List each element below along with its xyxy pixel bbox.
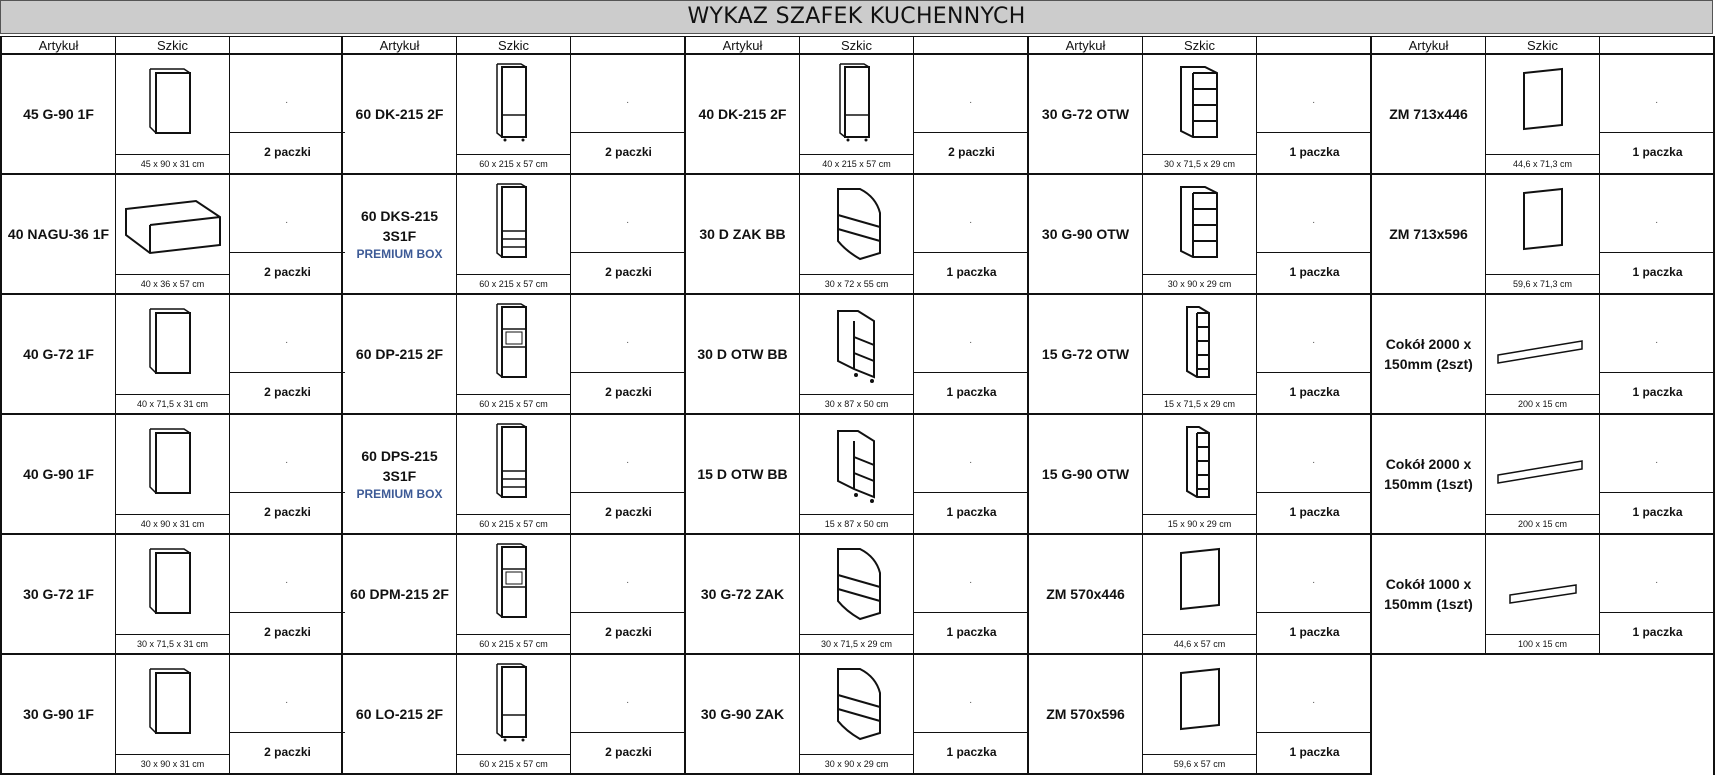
sketch-cell — [800, 415, 914, 533]
dimensions: 15 x 87 x 50 cm — [800, 514, 913, 533]
cabinet-group-3 — [686, 36, 1029, 775]
article-cell — [343, 175, 457, 293]
article-name: 15 G-90 OTW — [1041, 466, 1130, 482]
cabinet-row — [343, 535, 684, 655]
sketch-cell — [1143, 535, 1257, 653]
article-name: 30 G-90 OTW — [1041, 226, 1130, 242]
cabinet-row — [1372, 55, 1713, 175]
dimensions: 30 x 90 x 31 cm — [116, 754, 229, 773]
article-cell — [2, 535, 116, 653]
wall-cabinet-icon — [116, 299, 230, 387]
cabinet-row — [1029, 295, 1370, 415]
panel-icon — [1486, 59, 1600, 147]
article-name: ZM 713x596 — [1389, 226, 1468, 242]
dimensions: 30 x 71,5 x 31 cm — [116, 634, 229, 653]
package-count: 1 paczka — [1600, 492, 1715, 533]
package-cell — [1257, 535, 1372, 653]
package-count: 2 paczki — [230, 612, 345, 653]
package-cell — [230, 175, 345, 293]
sketch-cell — [800, 295, 914, 413]
article-cell — [2, 655, 116, 773]
redacted-mark: · — [969, 697, 973, 708]
package-cell — [1257, 655, 1372, 773]
header-redacted — [914, 37, 1029, 54]
sketch-cell — [1486, 175, 1600, 293]
article-cell — [686, 55, 800, 173]
header-szkic: Szkic — [800, 37, 914, 54]
article-cell — [1029, 655, 1143, 773]
sketch-cell — [1486, 415, 1600, 533]
package-cell — [1600, 55, 1715, 173]
sketch-cell — [457, 55, 571, 173]
corner-shelf-icon — [800, 659, 914, 747]
package-cell — [571, 55, 686, 173]
sketch-cell — [457, 295, 571, 413]
package-cell — [914, 535, 1029, 653]
header-redacted — [230, 37, 345, 54]
dimensions: 40 x 71,5 x 31 cm — [116, 394, 229, 413]
header-szkic: Szkic — [116, 37, 230, 54]
article-cell — [1372, 55, 1486, 173]
article-name: 30 G-90 ZAK — [700, 706, 785, 722]
column-headers — [686, 36, 1027, 55]
package-count: 1 paczka — [914, 732, 1029, 773]
package-count: 1 paczka — [1600, 612, 1715, 653]
article-cell — [1029, 535, 1143, 653]
dimensions: 59,6 x 71,3 cm — [1486, 274, 1599, 293]
wall-cabinet-icon — [116, 59, 230, 147]
redacted-mark: · — [969, 217, 973, 228]
article-cell — [2, 55, 116, 173]
cabinet-row — [343, 295, 684, 415]
redacted-mark: · — [626, 97, 630, 108]
article-name: 60 DK-215 2F — [355, 106, 444, 122]
article-cell — [686, 655, 800, 773]
package-cell — [1600, 175, 1715, 293]
dimensions: 60 x 215 x 57 cm — [457, 754, 570, 773]
cabinet-row — [1029, 415, 1370, 535]
article-name: 60 DPS-215 3S1F — [361, 448, 438, 484]
dimensions: 60 x 215 x 57 cm — [457, 274, 570, 293]
package-count: 1 paczka — [1600, 252, 1715, 293]
package-count: 1 paczka — [1257, 132, 1372, 173]
cabinet-row — [686, 55, 1027, 175]
sketch-cell — [800, 655, 914, 773]
package-count: 2 paczki — [571, 252, 686, 293]
redacted-mark: · — [1312, 697, 1316, 708]
package-count: 1 paczka — [914, 252, 1029, 293]
package-count: 1 paczka — [914, 612, 1029, 653]
redacted-mark: · — [626, 217, 630, 228]
cabinet-row — [686, 415, 1027, 535]
dimensions: 30 x 72 x 55 cm — [800, 274, 913, 293]
package-count: 1 paczka — [1257, 612, 1372, 653]
article-cell — [1029, 415, 1143, 533]
dimensions: 100 x 15 cm — [1486, 634, 1599, 653]
article-cell — [343, 655, 457, 773]
dimensions: 59,6 x 57 cm — [1143, 754, 1256, 773]
tall-cabinet-drawers-icon — [457, 179, 571, 267]
redacted-mark: · — [1655, 97, 1659, 108]
cabinet-row — [1372, 175, 1713, 295]
cabinet-row — [343, 55, 684, 175]
cabinet-row — [1029, 655, 1370, 775]
article-name: 60 DKS-215 3S1F — [360, 208, 439, 244]
cabinet-row — [686, 175, 1027, 295]
package-count: 2 paczki — [571, 732, 686, 773]
sketch-cell — [1486, 295, 1600, 413]
cabinet-group-4 — [1029, 36, 1372, 775]
article-cell — [1372, 175, 1486, 293]
sketch-cell — [1143, 55, 1257, 173]
dimensions: 200 x 15 cm — [1486, 394, 1599, 413]
package-cell — [230, 535, 345, 653]
open-base-shelf-icon — [800, 419, 914, 507]
sketch-cell — [116, 415, 230, 533]
plinth-board-icon — [1486, 299, 1600, 387]
header-artykul: Artykuł — [1029, 37, 1143, 54]
dimensions: 60 x 215 x 57 cm — [457, 154, 570, 173]
sketch-cell — [800, 175, 914, 293]
article-name: Cokół 2000 x 150mm (2szt) — [1384, 336, 1473, 372]
cabinet-row — [2, 175, 341, 295]
cabinet-row — [2, 295, 341, 415]
sketch-cell — [116, 535, 230, 653]
redacted-mark: · — [285, 337, 289, 348]
article-name: 30 D ZAK BB — [699, 226, 786, 242]
dimensions: 30 x 71,5 x 29 cm — [1143, 154, 1256, 173]
cabinet-group-1 — [0, 36, 343, 775]
article-name: ZM 570x446 — [1046, 586, 1125, 602]
redacted-mark: · — [969, 97, 973, 108]
cabinet-group-5 — [1372, 36, 1715, 775]
cabinet-row — [343, 655, 684, 775]
dimensions: 30 x 71,5 x 29 cm — [800, 634, 913, 653]
tall-cabinet-icon — [457, 59, 571, 147]
cabinet-row — [343, 415, 684, 535]
dimensions: 200 x 15 cm — [1486, 514, 1599, 533]
open-shelf-icon — [1143, 179, 1257, 267]
tall-cabinet-oven-icon — [457, 299, 571, 387]
narrow-shelf-icon — [1143, 419, 1257, 507]
package-count: 1 paczka — [1257, 252, 1372, 293]
plinth-board-icon — [1486, 419, 1600, 507]
page-title: WYKAZ SZAFEK KUCHENNYCH — [0, 0, 1713, 34]
article-name: 15 D OTW BB — [697, 466, 788, 482]
redacted-mark: · — [285, 97, 289, 108]
article-cell — [1029, 175, 1143, 293]
article-name: 40 DK-215 2F — [698, 106, 787, 122]
sketch-cell — [1486, 55, 1600, 173]
package-count: 1 paczka — [1257, 732, 1372, 773]
package-cell — [571, 415, 686, 533]
package-count: 2 paczki — [571, 372, 686, 413]
sketch-cell — [800, 55, 914, 173]
package-cell — [914, 175, 1029, 293]
article-cell — [343, 415, 457, 533]
wall-cabinet-icon — [116, 659, 230, 747]
package-count: 2 paczki — [230, 492, 345, 533]
cabinet-row — [343, 175, 684, 295]
redacted-mark: · — [1312, 217, 1316, 228]
article-name: 30 G-72 ZAK — [700, 586, 785, 602]
sketch-cell — [116, 655, 230, 773]
redacted-mark: · — [969, 457, 973, 468]
article-name: 40 G-90 1F — [23, 466, 94, 482]
sketch-cell — [457, 415, 571, 533]
panel-icon — [1143, 659, 1257, 747]
header-szkic: Szkic — [1486, 37, 1600, 54]
header-artykul: Artykuł — [686, 37, 800, 54]
header-artykul: Artykuł — [343, 37, 457, 54]
package-count: 2 paczki — [230, 372, 345, 413]
dimensions: 45 x 90 x 31 cm — [116, 154, 229, 173]
dimensions: 44,6 x 57 cm — [1143, 634, 1256, 653]
redacted-mark: · — [285, 577, 289, 588]
article-name: 60 DP-215 2F — [355, 346, 444, 362]
header-artykul: Artykuł — [1372, 37, 1486, 54]
sketch-cell — [800, 535, 914, 653]
dimensions: 30 x 87 x 50 cm — [800, 394, 913, 413]
redacted-mark: · — [1655, 457, 1659, 468]
article-name: 30 G-72 1F — [23, 586, 94, 602]
sketch-cell — [457, 655, 571, 773]
cabinet-row — [2, 55, 341, 175]
cabinet-row — [686, 295, 1027, 415]
article-cell — [1372, 415, 1486, 533]
package-cell — [571, 655, 686, 773]
package-count: 2 paczki — [230, 732, 345, 773]
package-cell — [914, 295, 1029, 413]
package-cell — [914, 55, 1029, 173]
redacted-mark: · — [285, 217, 289, 228]
article-name: 60 DPM-215 2F — [350, 586, 449, 602]
redacted-mark: · — [626, 337, 630, 348]
article-name: 15 G-72 OTW — [1041, 346, 1130, 362]
dimensions: 60 x 215 x 57 cm — [457, 394, 570, 413]
article-name: 30 G-90 1F — [23, 706, 94, 722]
article-cell — [2, 175, 116, 293]
package-cell — [571, 535, 686, 653]
empty-cell — [1600, 655, 1715, 775]
package-cell — [1600, 295, 1715, 413]
article-cell — [343, 535, 457, 653]
column-headers — [1029, 36, 1370, 55]
package-cell — [1257, 175, 1372, 293]
tall-cabinet-drawers-icon — [457, 419, 571, 507]
dimensions: 40 x 90 x 31 cm — [116, 514, 229, 533]
package-count: 2 paczki — [571, 132, 686, 173]
redacted-mark: · — [626, 457, 630, 468]
column-headers — [343, 36, 684, 55]
narrow-shelf-icon — [1143, 299, 1257, 387]
package-cell — [230, 655, 345, 773]
sketch-cell — [1486, 535, 1600, 653]
header-redacted — [571, 37, 686, 54]
package-cell — [571, 175, 686, 293]
package-cell — [1257, 415, 1372, 533]
redacted-mark: · — [969, 577, 973, 588]
article-name: 60 LO-215 2F — [355, 706, 444, 722]
header-redacted — [1257, 37, 1372, 54]
article-cell — [343, 55, 457, 173]
sketch-cell — [1143, 655, 1257, 773]
header-szkic: Szkic — [1143, 37, 1257, 54]
package-count: 1 paczka — [1257, 492, 1372, 533]
article-cell — [1372, 535, 1486, 653]
package-count: 2 paczki — [914, 132, 1029, 173]
article-badge: PREMIUM BOX — [356, 247, 443, 261]
package-count: 1 paczka — [914, 492, 1029, 533]
redacted-mark: · — [285, 457, 289, 468]
wall-cabinet-icon — [116, 419, 230, 507]
redacted-mark: · — [1312, 97, 1316, 108]
article-name: ZM 570x596 — [1046, 706, 1125, 722]
panel-icon — [1486, 179, 1600, 267]
sketch-cell — [1143, 175, 1257, 293]
article-cell — [686, 175, 800, 293]
header-szkic: Szkic — [457, 37, 571, 54]
sketch-cell — [116, 175, 230, 293]
dimensions: 40 x 36 x 57 cm — [116, 274, 229, 293]
redacted-mark: · — [285, 697, 289, 708]
panel-icon — [1143, 539, 1257, 627]
article-cell — [2, 415, 116, 533]
cabinet-group-2 — [343, 36, 686, 775]
empty-cell — [1486, 655, 1600, 775]
wall-cabinet-icon — [116, 539, 230, 627]
dimensions: 15 x 90 x 29 cm — [1143, 514, 1256, 533]
dimensions: 40 x 215 x 57 cm — [800, 154, 913, 173]
article-cell — [2, 295, 116, 413]
article-name: 40 G-72 1F — [23, 346, 94, 362]
package-cell — [1257, 295, 1372, 413]
article-cell — [686, 415, 800, 533]
flat-wall-cabinet-icon — [116, 179, 230, 267]
cabinet-grid — [0, 36, 1715, 775]
tall-cabinet-icon — [457, 659, 571, 747]
redacted-mark: · — [626, 577, 630, 588]
article-cell — [343, 295, 457, 413]
column-headers — [1372, 36, 1713, 55]
package-count: 1 paczka — [1600, 372, 1715, 413]
cabinet-row — [1029, 535, 1370, 655]
cabinet-row — [2, 535, 341, 655]
package-cell — [1600, 535, 1715, 653]
article-badge: PREMIUM BOX — [356, 487, 443, 501]
article-cell — [1372, 295, 1486, 413]
sketch-cell — [457, 175, 571, 293]
redacted-mark: · — [1655, 577, 1659, 588]
package-cell — [230, 415, 345, 533]
article-name: 45 G-90 1F — [23, 106, 94, 122]
tall-cabinet-icon — [800, 59, 914, 147]
sketch-cell — [116, 295, 230, 413]
sketch-cell — [116, 55, 230, 173]
article-cell — [686, 295, 800, 413]
open-shelf-icon — [1143, 59, 1257, 147]
empty-cell — [1372, 655, 1486, 775]
column-headers — [2, 36, 341, 55]
cabinet-row — [686, 535, 1027, 655]
package-count: 2 paczki — [571, 492, 686, 533]
dimensions: 44,6 x 71,3 cm — [1486, 154, 1599, 173]
package-count: 2 paczki — [230, 252, 345, 293]
article-name: 30 D OTW BB — [697, 346, 788, 362]
redacted-mark: · — [626, 697, 630, 708]
redacted-mark: · — [1312, 337, 1316, 348]
package-cell — [1600, 415, 1715, 533]
sketch-cell — [457, 535, 571, 653]
cabinet-row — [686, 655, 1027, 775]
package-count: 2 paczki — [571, 612, 686, 653]
package-cell — [914, 655, 1029, 773]
empty-row — [1372, 655, 1713, 775]
header-redacted — [1600, 37, 1715, 54]
corner-shelf-icon — [800, 179, 914, 267]
redacted-mark: · — [1655, 337, 1659, 348]
article-name: Cokół 1000 x 150mm (1szt) — [1384, 576, 1473, 612]
package-cell — [1257, 55, 1372, 173]
article-name: Cokół 2000 x 150mm (1szt) — [1384, 456, 1473, 492]
cabinet-row — [2, 415, 341, 535]
article-cell — [1029, 295, 1143, 413]
sketch-cell — [1143, 415, 1257, 533]
article-cell — [1029, 55, 1143, 173]
header-artykul: Artykuł — [2, 37, 116, 54]
sketch-cell — [1143, 295, 1257, 413]
package-count: 2 paczki — [230, 132, 345, 173]
dimensions: 30 x 90 x 29 cm — [800, 754, 913, 773]
article-cell — [686, 535, 800, 653]
article-name: 40 NAGU-36 1F — [7, 226, 110, 242]
cabinet-row — [1372, 535, 1713, 655]
redacted-mark: · — [1655, 217, 1659, 228]
package-cell — [914, 415, 1029, 533]
package-cell — [230, 295, 345, 413]
article-name: 30 G-72 OTW — [1041, 106, 1130, 122]
cabinet-row — [1372, 295, 1713, 415]
tall-cabinet-oven-icon — [457, 539, 571, 627]
package-cell — [230, 55, 345, 173]
open-base-shelf-icon — [800, 299, 914, 387]
redacted-mark: · — [1312, 577, 1316, 588]
corner-shelf-icon — [800, 539, 914, 627]
dimensions: 15 x 71,5 x 29 cm — [1143, 394, 1256, 413]
redacted-mark: · — [1312, 457, 1316, 468]
dimensions: 30 x 90 x 29 cm — [1143, 274, 1256, 293]
cabinet-row — [1029, 55, 1370, 175]
package-count: 1 paczka — [914, 372, 1029, 413]
cabinet-row — [1029, 175, 1370, 295]
package-count: 1 paczka — [1600, 132, 1715, 173]
redacted-mark: · — [969, 337, 973, 348]
cabinet-row — [1372, 415, 1713, 535]
dimensions: 60 x 215 x 57 cm — [457, 634, 570, 653]
dimensions: 60 x 215 x 57 cm — [457, 514, 570, 533]
package-count: 1 paczka — [1257, 372, 1372, 413]
article-name: ZM 713x446 — [1389, 106, 1468, 122]
cabinet-row — [2, 655, 341, 775]
short-plinth-board-icon — [1486, 539, 1600, 627]
package-cell — [571, 295, 686, 413]
